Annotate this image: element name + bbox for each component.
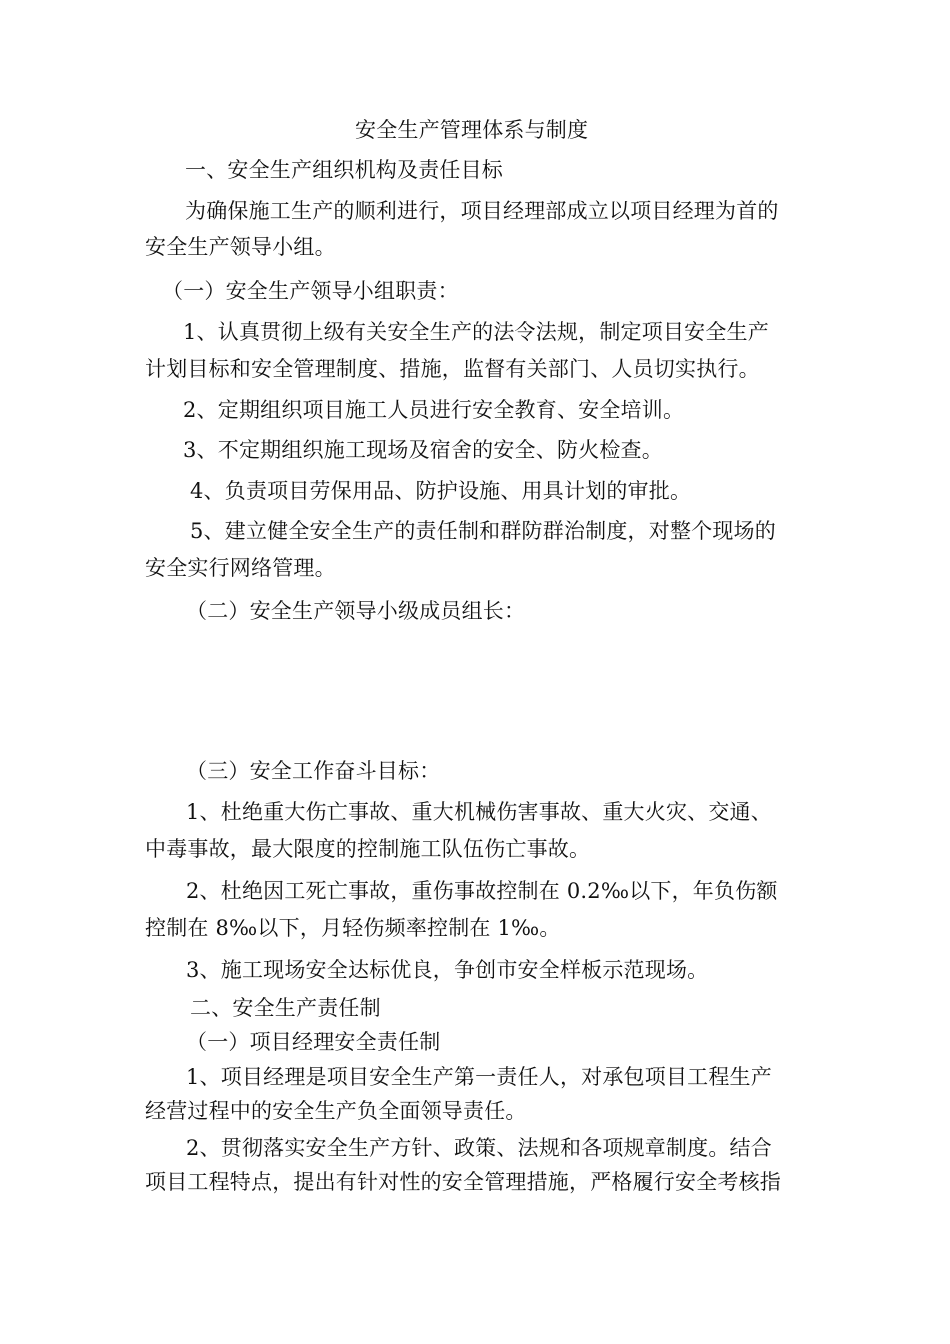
- goal-1-line-1: 1、杜绝重大伤亡事故、重大机械伤害事故、重大火灾、交通、: [186, 800, 772, 824]
- document-title: 安全生产管理体系与制度: [355, 118, 589, 142]
- subsection-1-3-heading: （三）安全工作奋斗目标：: [186, 759, 441, 783]
- intro-line-1: 为确保施工生产的顺利进行，项目经理部成立以项目经理为首的: [185, 199, 779, 223]
- goal-1-line-2: 中毒事故，最大限度的控制施工队伍伤亡事故。: [145, 837, 591, 861]
- duty-1-line-1: 1、认真贯彻上级有关安全生产的法令法规，制定项目安全生产: [183, 320, 769, 344]
- section-2-heading: 二、安全生产责任制: [190, 996, 381, 1020]
- item-2-line-2: 项目工程特点，提出有针对性的安全管理措施，严格履行安全考核指: [145, 1170, 781, 1194]
- duty-2: 2、定期组织项目施工人员进行安全教育、安全培训。: [183, 398, 685, 422]
- intro-line-2: 安全生产领导小组。: [145, 235, 336, 259]
- goal-3: 3、施工现场安全达标优良，争创市安全样板示范现场。: [186, 958, 709, 982]
- duty-1-line-2: 计划目标和安全管理制度、措施，监督有关部门、人员切实执行。: [145, 357, 760, 381]
- duty-5-line-1: 5、建立健全安全生产的责任制和群防群治制度，对整个现场的: [190, 519, 776, 543]
- duty-4: 4、负责项目劳保用品、防护设施、用具计划的审批。: [190, 479, 692, 503]
- subsection-1-1-heading: （一）安全生产领导小组职责：: [162, 279, 459, 303]
- item-1-line-1: 1、项目经理是项目安全生产第一责任人，对承包项目工程生产: [186, 1065, 772, 1089]
- duty-3: 3、不定期组织施工现场及宿舍的安全、防火检查。: [183, 438, 663, 462]
- duty-5-line-2: 安全实行网络管理。: [145, 556, 336, 580]
- section-1-heading: 一、安全生产组织机构及责任目标: [185, 158, 503, 182]
- goal-2-line-2: 控制在 8‰以下，月轻伤频率控制在 1‰。: [145, 916, 561, 940]
- item-1-line-2: 经营过程中的安全生产负全面领导责任。: [145, 1099, 527, 1123]
- subsection-2-1-heading: （一）项目经理安全责任制: [186, 1030, 441, 1054]
- item-2-line-1: 2、贯彻落实安全生产方针、政策、法规和各项规章制度。结合: [186, 1136, 772, 1160]
- goal-2-line-1: 2、杜绝因工死亡事故，重伤事故控制在 0.2‰以下，年负伤额: [186, 879, 778, 903]
- subsection-1-2-heading: （二）安全生产领导小级成员组长：: [186, 599, 526, 623]
